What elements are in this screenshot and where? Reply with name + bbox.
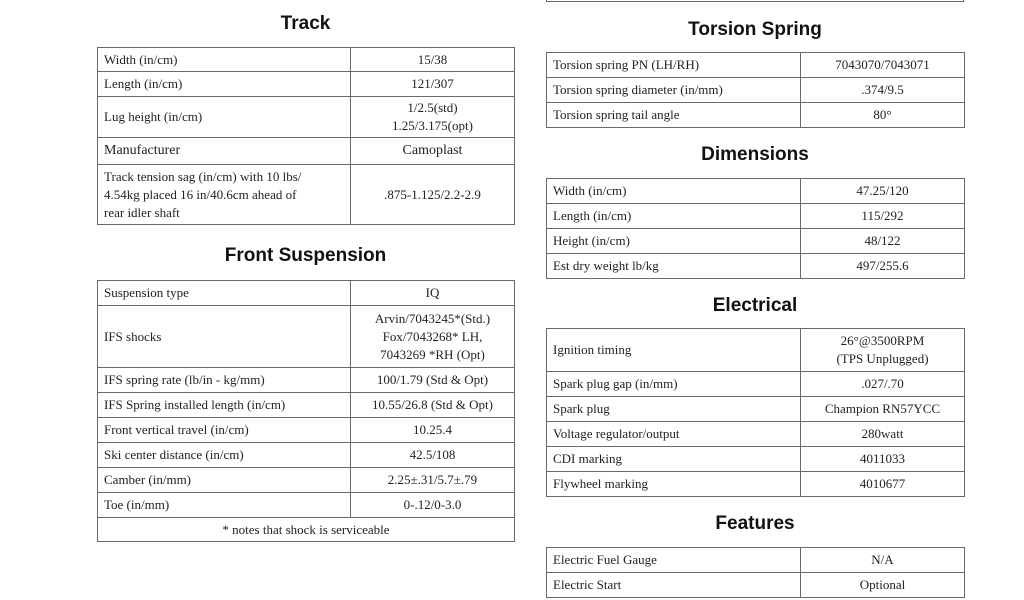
table-row [98,165,515,225]
table-row [547,329,965,372]
spark-plug-gap-label: Spark plug gap (in/mm) [547,372,801,397]
spark-plug-gap-value: .027/.70 [801,372,965,397]
track-lug-height-label: Lug height (in/cm) [98,97,351,138]
table-row [98,368,515,393]
label-line: Track tension sag (in/cm) with 10 lbs/ [104,168,302,184]
table-row [547,397,965,422]
table-row [547,179,965,204]
label-line: rear idler shaft [104,204,180,220]
spark-plug-value: Champion RN57YCC [801,397,965,422]
value-line: Arvin/7043245*(Std.) [374,310,491,326]
torsion-spring-section-title: Torsion Spring [688,19,822,40]
ignition-timing-label: Ignition timing [547,329,801,372]
track-manufacturer-value: Camoplast [351,138,515,165]
electric-start-label: Electric Start [547,573,801,598]
front-vertical-travel-label: Front vertical travel (in/cm) [98,418,351,443]
table-row [547,548,965,573]
track-tension-sag-value: .875-1.125/2.2-2.9 [351,165,515,225]
table-row [98,281,515,306]
table-row [547,447,965,472]
suspension-type-value: IQ [351,281,515,306]
label-line: 4.54kg placed 16 in/40.6cm ahead of [104,186,297,202]
track-table [97,47,515,225]
dim-length-value: 115/292 [801,204,965,229]
table-row [98,418,515,443]
track-lug-height-value [351,97,515,138]
ifs-spring-rate-label: IFS spring rate (lb/in - kg/mm) [98,368,351,393]
flywheel-marking-value: 4010677 [801,472,965,497]
electrical-table [546,328,965,497]
front-vertical-travel-value: 10.25.4 [351,418,515,443]
dim-width-value: 47.25/120 [801,179,965,204]
torsion-spring-table [546,52,965,128]
table-row [98,443,515,468]
table-row [547,229,965,254]
table-row [547,254,965,279]
torsion-spring-diameter-label: Torsion spring diameter (in/mm) [547,78,801,103]
dim-height-value: 48/122 [801,229,965,254]
front-suspension-table [97,280,515,542]
ifs-spring-length-label: IFS Spring installed length (in/cm) [98,393,351,418]
dim-length-label: Length (in/cm) [547,204,801,229]
spark-plug-label: Spark plug [547,397,801,422]
dim-width-label: Width (in/cm) [547,179,801,204]
table-row [547,78,965,103]
table-row [547,372,965,397]
value-line: Fox/7043268* LH, [382,328,483,344]
dim-height-label: Height (in/cm) [547,229,801,254]
electric-fuel-gauge-value: N/A [801,548,965,573]
cdi-marking-label: CDI marking [547,447,801,472]
ignition-timing-value [801,329,965,372]
table-row [98,138,515,165]
torsion-spring-diameter-value: .374/9.5 [801,78,965,103]
features-section-title: Features [715,513,795,534]
voltage-regulator-label: Voltage regulator/output [547,422,801,447]
table-row [547,53,965,78]
electric-start-value: Optional [801,573,965,598]
table-row [547,204,965,229]
track-width-value: 15/38 [351,48,515,72]
torsion-spring-tail-angle-label: Torsion spring tail angle [547,103,801,128]
dry-weight-label: Est dry weight lb/kg [547,254,801,279]
table-row [547,103,965,128]
value-line: 1.25/3.175(opt) [392,118,473,133]
toe-value: 0-.12/0-3.0 [351,493,515,518]
ifs-spring-rate-value: 100/1.79 (Std & Opt) [351,368,515,393]
cdi-marking-value: 4011033 [801,447,965,472]
table-row [98,518,515,542]
track-length-label: Length (in/cm) [98,72,351,97]
value-line: 7043269 *RH (Opt) [380,346,485,362]
track-section-title: Track [280,13,331,34]
dimensions-section-title: Dimensions [701,144,809,165]
track-width-label: Width (in/cm) [98,48,351,72]
track-length-value: 121/307 [351,72,515,97]
table-row [98,393,515,418]
camber-value: 2.25±.31/5.7±.79 [351,468,515,493]
voltage-regulator-value: 280watt [801,422,965,447]
table-row [547,573,965,598]
dimensions-table [546,178,965,279]
torsion-spring-pn-label: Torsion spring PN (LH/RH) [547,53,801,78]
flywheel-marking-label: Flywheel marking [547,472,801,497]
table-row [547,472,965,497]
ski-center-distance-value: 42.5/108 [351,443,515,468]
table-row [547,422,965,447]
shock-serviceable-note: * notes that shock is serviceable [98,518,515,542]
table-row [98,48,515,72]
features-table [546,547,965,598]
value-line: (TPS Unplugged) [836,351,929,366]
track-tension-sag-label [98,165,351,225]
table-row [98,306,515,368]
previous-table-bottom-edge [546,0,964,2]
camber-label: Camber (in/mm) [98,468,351,493]
toe-label: Toe (in/mm) [98,493,351,518]
track-manufacturer-label: Manufacturer [98,138,351,165]
front-suspension-section-title: Front Suspension [224,245,387,266]
table-row [98,493,515,518]
ski-center-distance-label: Ski center distance (in/cm) [98,443,351,468]
ifs-spring-length-value: 10.55/26.8 (Std & Opt) [351,393,515,418]
ifs-shocks-value [351,306,515,368]
ifs-shocks-label: IFS shocks [98,306,351,368]
table-row [98,97,515,138]
torsion-spring-tail-angle-value: 80° [801,103,965,128]
table-row [98,72,515,97]
table-row [98,468,515,493]
value-line: 1/2.5(std) [407,100,458,115]
dry-weight-value: 497/255.6 [801,254,965,279]
electrical-section-title: Electrical [712,295,798,316]
value-line: 26°@3500RPM [840,333,925,348]
suspension-type-label: Suspension type [98,281,351,306]
electric-fuel-gauge-label: Electric Fuel Gauge [547,548,801,573]
torsion-spring-pn-value: 7043070/7043071 [801,53,965,78]
